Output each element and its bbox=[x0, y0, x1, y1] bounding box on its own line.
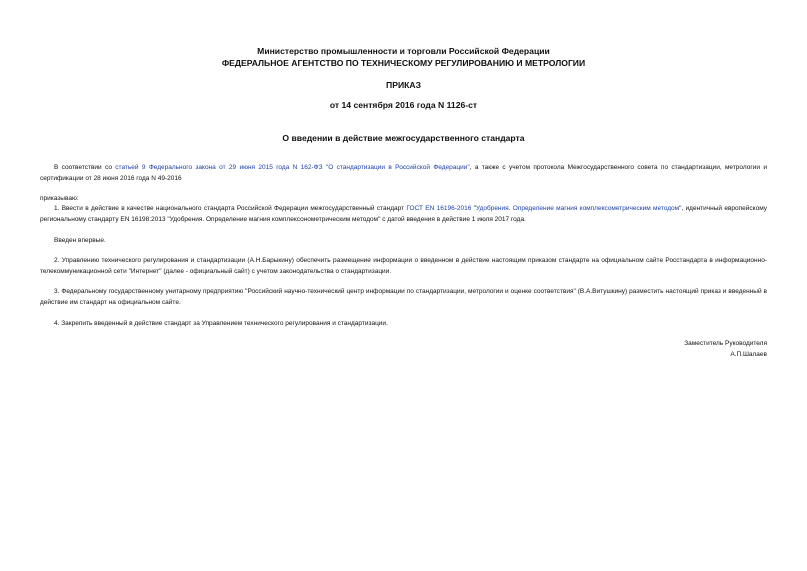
item-1-text-cont: ", идентичный европейскому региональному стандарту EN 16198:2013 "Удобрения. Определение магния комплексонометрическим методом" с датой введения в действие 1 июля 2017 года. bbox=[40, 205, 767, 223]
document-subject: О введении в действие межгосударственного стандарта bbox=[282, 133, 525, 143]
gost-standard-link[interactable]: ГОСТ EN 16196-2016 bbox=[406, 205, 472, 212]
preamble-text: В соответствии со bbox=[54, 164, 116, 171]
agency-title: ФЕДЕРАЛЬНОЕ АГЕНТСТВО ПО ТЕХНИЧЕСКОМУ РЕГУЛИРОВАНИЮ И МЕТРОЛОГИИ bbox=[221, 58, 586, 68]
document-type: ПРИКАЗ bbox=[386, 80, 421, 90]
introduced-note: Введен впервые. bbox=[54, 237, 106, 244]
signatory-title: Заместитель Руководителя bbox=[684, 340, 767, 347]
standard-title-link[interactable]: Удобрения. Определение магния комплексометрическим методом bbox=[475, 205, 680, 212]
item-1-quote: " bbox=[471, 205, 476, 212]
order-word: приказываю: bbox=[40, 195, 79, 202]
item-1-paragraph bbox=[40, 203, 767, 225]
item-4-paragraph: 4. Закрепить введенный в действие стандарт за Управлением технического регулирования и стандартизации. bbox=[54, 320, 388, 327]
ministry-title: Министерство промышленности и торговли Российской Федерации bbox=[257, 46, 550, 56]
signature-block bbox=[684, 338, 767, 360]
federal-law-link[interactable]: статьей 9 Федерального закона от 29 июня 2015 года N 162-ФЗ "О стандартизации в Российской Федерации" bbox=[115, 164, 470, 171]
signatory-name: А.П.Шалаев bbox=[730, 351, 767, 358]
document-date-number: от 14 сентября 2016 года N 1126-ст bbox=[329, 100, 478, 110]
item-1-text: 1. Ввести в действие в качестве национального стандарта Российской Федерации межгосударственный стандарт bbox=[54, 205, 407, 212]
preamble-paragraph bbox=[40, 162, 767, 184]
preamble-text-cont: , а также с учетом протокола Межгосударственного совета по стандартизации, метрологии и сертификации от 28 июня 2016 года N 49-2016 bbox=[40, 164, 767, 182]
item-2-paragraph: 2. Управлению технического регулирования и стандартизации (А.Н.Барыкину) обеспечить размещение информации о введенном в действие настоящим приказом стандарте на официальном сайте Росстандарта в информационно-телекоммуникационной сети "Интернет" (далее - официальный сайт) с учетом законодательства о стандартизации. bbox=[40, 257, 767, 275]
item-3-paragraph: 3. Федеральному государственному унитарному предприятию "Российский научно-технический центр информации по стандартизации, метрологии и оценке соответствия" (В.А.Витушкину) разместить настоящий приказ и введенный в действие им стандарт на официальном сайте. bbox=[40, 288, 767, 306]
